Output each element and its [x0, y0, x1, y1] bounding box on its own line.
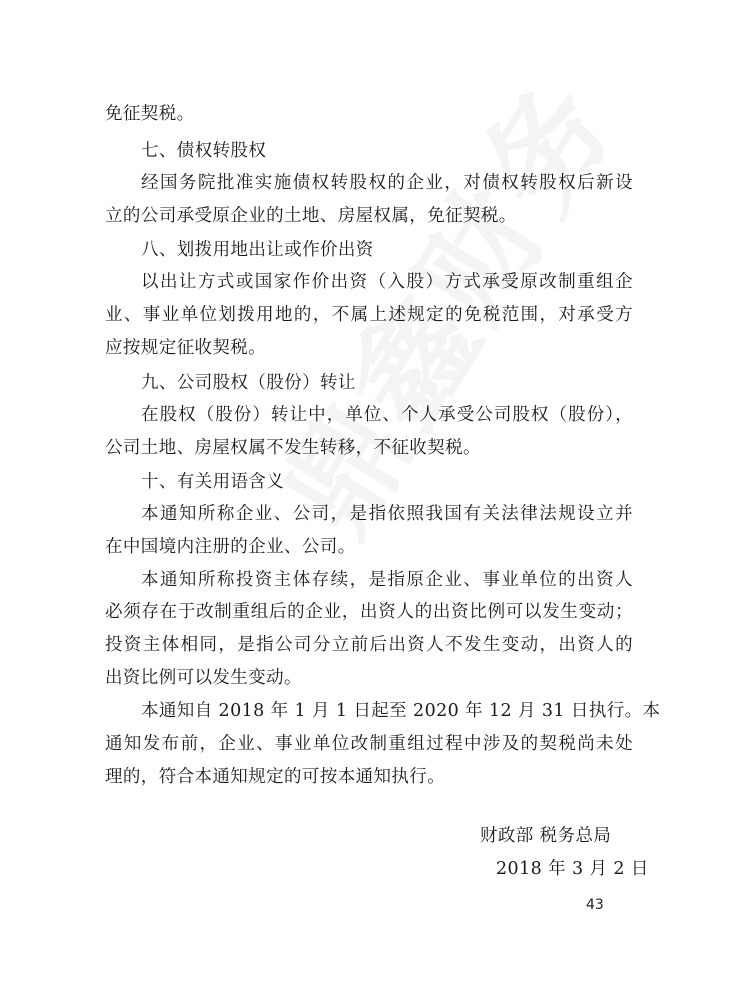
paragraph-last-line: 立的公司承受原企业的土地、房屋权属，免征契税。 [105, 206, 517, 226]
paragraph-first-line: 以出让方式或国家作价出资（入股）方式承受原改制重组企 [141, 272, 633, 292]
body-line: 必须存在于改制重组后的企业，出资人的出资比例可以发生变动； [105, 602, 633, 622]
paragraph-last-line: 出资比例可以发生变动。 [105, 668, 302, 688]
paragraph-first-line: 本通知自 2018 年 1 月 1 日起至 2020 年 12 月 31 日执行。本 [141, 701, 661, 721]
paragraph-last-line: 在中国境内注册的企业、公司。 [105, 537, 356, 557]
paragraph-last-line: 公司土地、房屋权属不发生转移，不征收契税。 [105, 438, 481, 458]
paragraph-last-line: 应按规定征收契税。 [105, 338, 267, 358]
paragraph-first-line: 本通知所称投资主体存续，是指原企业、事业单位的出资人 [141, 570, 633, 590]
signature-date: 2018 年 3 月 2 日 [496, 859, 649, 879]
section-heading: 七、债权转股权 [141, 141, 267, 161]
paragraph-last-line: 免征契税。 [105, 104, 195, 124]
page-number: 43 [586, 897, 604, 913]
paragraph-first-line: 本通知所称企业、公司，是指依照我国有关法律法规设立并 [141, 504, 633, 524]
paragraph-first-line: 经国务院批准实施债权转股权的企业，对债权转股权后新设 [141, 173, 633, 193]
body-line: 投资主体相同，是指公司分立前后出资人不发生变动，出资人的 [105, 635, 633, 655]
signature-issuer: 财政部 税务总局 [480, 826, 612, 846]
body-line: 业、事业单位划拨用地的，不属上述规定的免税范围，对承受方 [105, 305, 633, 325]
section-heading: 十、有关用语含义 [141, 472, 285, 492]
paragraph-first-line: 在股权（股份）转让中，单位、个人承受公司股权（股份）， [141, 405, 633, 425]
paragraph-last-line: 理的，符合本通知规定的可按本通知执行。 [105, 767, 446, 787]
body-line: 通知发布前，企业、事业单位改制重组过程中涉及的契税尚未处 [105, 734, 633, 754]
section-heading: 九、公司股权（股份）转让 [141, 373, 356, 393]
section-heading: 八、划拨用地出让或作价出资 [141, 240, 374, 260]
